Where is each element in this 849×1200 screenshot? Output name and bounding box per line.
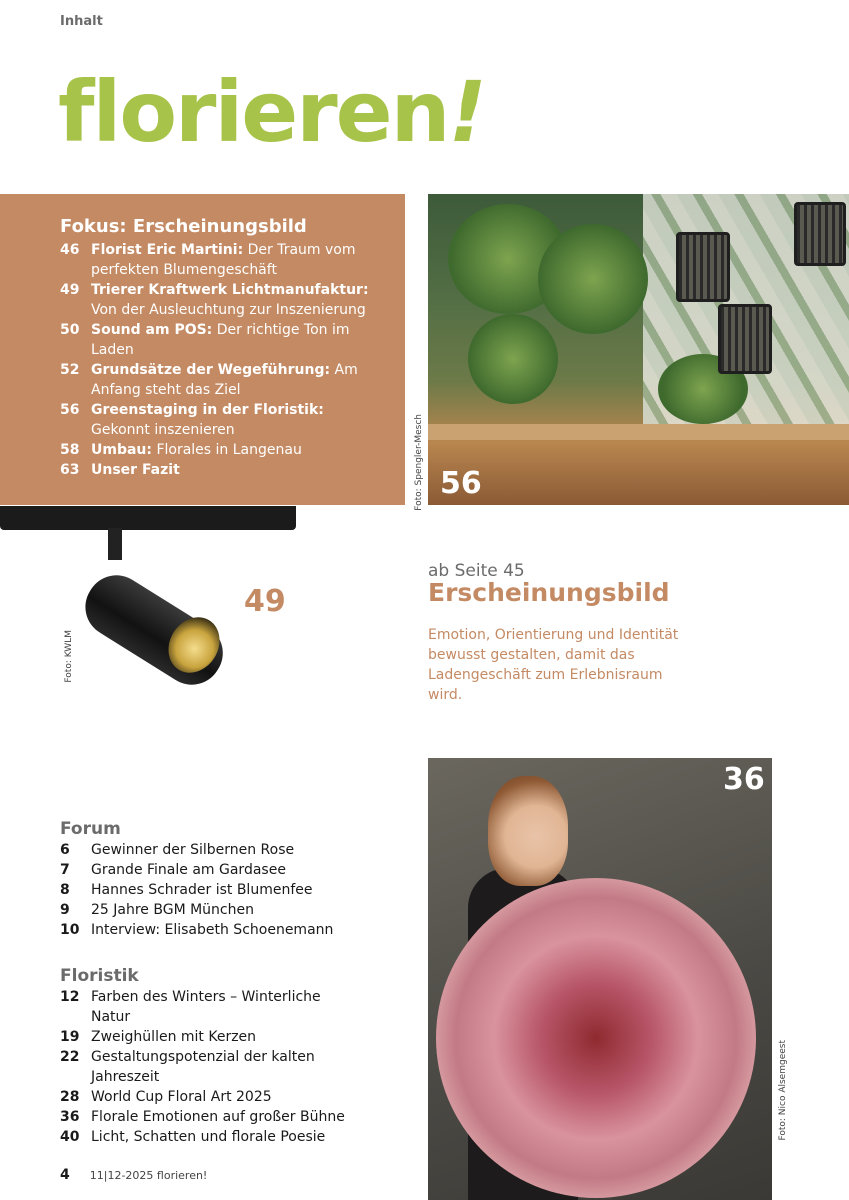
item-text: Gestaltungspotenzial der kalten Jahreszeit bbox=[91, 1049, 315, 1085]
fokus-item[interactable] bbox=[60, 360, 405, 400]
photo-credit: Foto: Spengler-Mesch bbox=[414, 414, 424, 511]
page-number: 50 bbox=[60, 322, 80, 338]
photo-page-number: 36 bbox=[723, 762, 765, 797]
item-heading: Unser Fazit bbox=[91, 462, 180, 478]
item-text: Gewinner der Silbernen Rose bbox=[91, 842, 295, 858]
floristik-list bbox=[60, 987, 361, 1147]
fokus-item[interactable] bbox=[60, 460, 405, 480]
monstera-plant bbox=[538, 224, 648, 334]
item-heading: Grundsätze der Wegeführung: bbox=[91, 362, 331, 378]
forum-item[interactable] bbox=[60, 860, 361, 880]
florist-bouquet-photo bbox=[428, 758, 772, 1200]
spotlight-credit: Foto: KWLM bbox=[64, 630, 74, 683]
fokus-title: Fokus: Erscheinungsbild bbox=[60, 216, 307, 237]
page-number: 63 bbox=[60, 462, 80, 478]
page-number: 40 bbox=[60, 1129, 80, 1145]
page-number: 4 bbox=[60, 1167, 70, 1183]
forum-item[interactable] bbox=[60, 880, 361, 900]
floristik-item[interactable] bbox=[60, 1027, 361, 1047]
fokus-panel bbox=[0, 194, 405, 505]
flower-bouquet bbox=[436, 878, 756, 1198]
display-table bbox=[428, 424, 849, 440]
floristik-title: Floristik bbox=[60, 966, 139, 986]
item-text: Der richtige Ton im Laden bbox=[91, 322, 350, 358]
page-footer bbox=[60, 1167, 207, 1183]
page-number: 8 bbox=[60, 882, 70, 898]
photo-page-number: 56 bbox=[440, 466, 482, 501]
track-rail bbox=[0, 506, 296, 530]
floristik-item[interactable] bbox=[60, 1087, 361, 1107]
floristik-section bbox=[60, 966, 361, 1147]
forum-title: Forum bbox=[60, 819, 121, 839]
forum-list bbox=[60, 840, 361, 940]
shop-interior-photo bbox=[428, 194, 849, 505]
person-head bbox=[488, 776, 568, 886]
item-text: Florales in Langenau bbox=[152, 442, 302, 458]
fokus-item[interactable] bbox=[60, 280, 405, 320]
logo-text: florieren bbox=[58, 63, 449, 161]
intro-title: Erscheinungsbild bbox=[428, 578, 670, 607]
forum-section bbox=[60, 819, 361, 940]
item-text: World Cup Floral Art 2025 bbox=[91, 1089, 272, 1105]
item-text: Gekonnt inszenieren bbox=[91, 422, 235, 438]
issue-info: 11|12-2025 florieren! bbox=[89, 1169, 208, 1182]
rattan-lamp bbox=[718, 304, 772, 374]
page-number: 19 bbox=[60, 1029, 80, 1045]
item-text: Von der Ausleuchtung zur Inszenierung bbox=[91, 302, 366, 318]
forum-item[interactable] bbox=[60, 920, 361, 940]
page-number: 46 bbox=[60, 242, 80, 258]
fokus-item[interactable] bbox=[60, 400, 405, 440]
rattan-lamp bbox=[794, 202, 846, 266]
item-text: 25 Jahre BGM München bbox=[91, 902, 254, 918]
ab-seite-label: ab Seite 45 bbox=[428, 561, 525, 581]
page-number: 9 bbox=[60, 902, 70, 918]
photo-credit: Foto: Nico Alsemgeest bbox=[778, 1040, 788, 1141]
page-number: 6 bbox=[60, 842, 70, 858]
item-heading: Florist Eric Martini: bbox=[91, 242, 244, 258]
page-number: 7 bbox=[60, 862, 70, 878]
rattan-lamp bbox=[676, 232, 730, 302]
item-text: Interview: Elisabeth Schoenemann bbox=[91, 922, 334, 938]
spotlight-page-number: 49 bbox=[244, 584, 286, 619]
magazine-logo bbox=[58, 63, 485, 161]
floristik-item[interactable] bbox=[60, 1127, 361, 1147]
item-text: Zweighüllen mit Kerzen bbox=[91, 1029, 257, 1045]
fokus-list bbox=[60, 240, 405, 480]
floristik-item[interactable] bbox=[60, 987, 361, 1027]
page-number: 28 bbox=[60, 1089, 80, 1105]
item-text: Florale Emotionen auf großer Bühne bbox=[91, 1109, 345, 1125]
potted-plant bbox=[468, 314, 558, 404]
floristik-item[interactable] bbox=[60, 1047, 361, 1087]
item-text: Farben des Winters – Winterliche Natur bbox=[91, 989, 321, 1025]
floristik-item[interactable] bbox=[60, 1107, 361, 1127]
forum-item[interactable] bbox=[60, 840, 361, 860]
page-number: 22 bbox=[60, 1049, 80, 1065]
item-text: Licht, Schatten und florale Poesie bbox=[91, 1129, 326, 1145]
page-number: 36 bbox=[60, 1109, 80, 1125]
page-number: 12 bbox=[60, 989, 80, 1005]
item-heading: Umbau: bbox=[91, 442, 152, 458]
page-number: 56 bbox=[60, 402, 80, 418]
item-heading: Trierer Kraftwerk Lichtmanufaktur: bbox=[91, 282, 369, 298]
item-text: Grande Finale am Gardasee bbox=[91, 862, 286, 878]
fokus-item[interactable] bbox=[60, 440, 405, 460]
item-text: Der Traum vom perfekten Blumengeschäft bbox=[91, 242, 356, 278]
intro-text: Emotion, Orientierung und Identität bewusst gestalten, damit das Ladengeschäft zum Erlebnisraum wird. bbox=[428, 627, 679, 703]
page-number: 10 bbox=[60, 922, 80, 938]
item-heading: Sound am POS: bbox=[91, 322, 213, 338]
section-label: Inhalt bbox=[60, 14, 103, 29]
item-text: Hannes Schrader ist Blumenfee bbox=[91, 882, 313, 898]
page-number: 52 bbox=[60, 362, 80, 378]
fokus-item[interactable] bbox=[60, 320, 405, 360]
fokus-item[interactable] bbox=[60, 240, 405, 280]
forum-item[interactable] bbox=[60, 900, 361, 920]
item-heading: Greenstaging in der Floristik: bbox=[91, 402, 324, 418]
spotlight-mount bbox=[108, 528, 122, 560]
logo-exclamation: ! bbox=[448, 63, 485, 161]
page-number: 58 bbox=[60, 442, 80, 458]
page-number: 49 bbox=[60, 282, 80, 298]
item-text: Am Anfang steht das Ziel bbox=[91, 362, 358, 398]
